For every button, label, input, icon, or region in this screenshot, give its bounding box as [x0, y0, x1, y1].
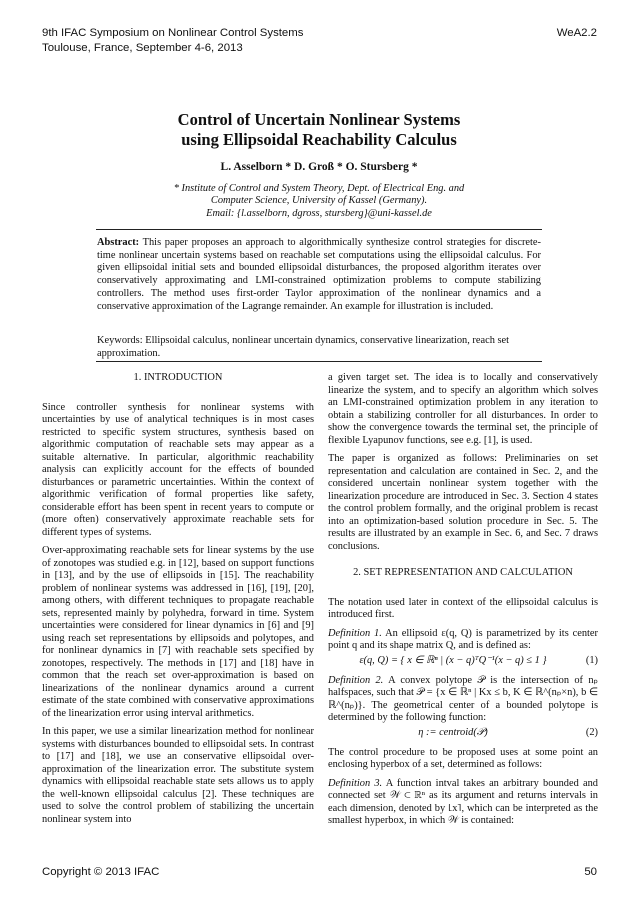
keywords: [97, 335, 541, 360]
author-list: L. Asselborn * D. Groß * O. Stursberg *: [220, 161, 418, 173]
section-heading-introduction: 1. INTRODUCTION: [133, 372, 223, 383]
equation-1: [328, 655, 598, 672]
definition-label: Definition 3.: [328, 777, 383, 789]
body-paragraph: The control procedure to be proposed uses at some point an enclosing hyperbox of a set, determined as follows:: [328, 746, 598, 770]
title-line-2: using Ellipsoidal Reachability Calculus: [181, 130, 457, 149]
definition-label: Definition 1.: [328, 627, 382, 639]
body-paragraph: The paper is organized as follows: Preliminaries on set representation and calculation are contained in Sec. 2, and the considered uncertain nonlinear system together with the linearization procedure are introduced in Sec. 3. Section 4 states the control problem formally, and the original problem is recast into an optimization-based solution procedure in Sec. 5. The results are illustrated by an example in Sec. 6, and Sec. 7 draws conclusions.: [328, 453, 598, 552]
session-code: WeA2.2: [556, 27, 597, 39]
definition-2: [328, 675, 598, 725]
left-column: [42, 372, 314, 832]
definition-label: Definition 2.: [328, 674, 384, 686]
page-number: 50: [584, 866, 597, 878]
body-paragraph: The notation used later in context of the ellipsoidal calculus is introduced first.: [328, 596, 598, 620]
abstract-label: Abstract:: [97, 237, 140, 248]
equation-body: η := centroid(𝒫): [418, 726, 488, 738]
conference-location: Toulouse, France, September 4-6, 2013: [42, 41, 243, 54]
equation-2: [328, 727, 598, 744]
abstract-top-rule: [96, 229, 542, 230]
title-line-1: Control of Uncertain Nonlinear Systems: [177, 110, 461, 129]
abstract: [97, 237, 541, 313]
abstract-text: This paper proposes an approach to algorithmically synthesize control strategies for discrete-time nonlinear uncertain systems based on reachable set computations using the ellipsoidal calculus. For given ellipsoidal initial sets and bounded ellipsoidal disturbances, the proposed algorithm iterates over conservatively approximating and LMI-constrained optimization problems to compute stabilizing controllers. The method uses first-order Taylor approximation of the nonlinear dynamics and a conservative approximation of the Lagrange remainder. An example for illustration is included.: [97, 237, 541, 312]
copyright-notice: Copyright © 2013 IFAC: [42, 866, 160, 878]
definition-3: [328, 778, 598, 828]
equation-number: (2): [585, 726, 598, 738]
keywords-text: Ellipsoidal calculus, nonlinear uncertain dynamics, conservative linearization, reach set approximation.: [97, 335, 510, 359]
affiliation: [0, 183, 638, 220]
abstract-bottom-rule: [96, 361, 542, 362]
conference-name: 9th IFAC Symposium on Nonlinear Control Systems: [42, 27, 304, 39]
body-paragraph: In this paper, we use a similar linearization method for nonlinear systems with disturbances bounded to ellipsoidal sets. In contrast to [17] and [18], we use an conservative ellipsoidal over-approximation of the linearization error. The substitute system dynamics with ellipsoidal reachable state sets allows us to apply the well-known ellipsoidal calculus [2]. These techniques are used to solve the control problem of stabilizing the uncertain nonlinear system into: [42, 726, 314, 825]
running-header-left: [42, 26, 303, 55]
right-column: [328, 372, 598, 834]
paper-title: [0, 110, 638, 150]
body-paragraph: Since controller synthesis for nonlinear systems with uncertainties by use of analytical techniques is in most cases restricted to specific system structures, synthesis based on algorithmic computation of reachable sets may appear as a suitable alternative. In particular, algorithmic reachability analysis can explicitly account for the effects of bounded disturbances or parametric uncertainties. Within the context of algorithmic verification of formal properties like safety, considerable effort has been spent in recent years to compute or (more often) conservatively approximate reachable sets for different types of systems.: [42, 401, 314, 538]
body-paragraph: a given target set. The idea is to locally and conservatively linearize the system, and to specify an algorithm which solves an LMI-constrained optimization problem in any iteration to obtain a stabilizing controller for all disturbances. In order to show the convergence towards the terminal set, the principle of flexible Lyapunov functions, see e.g. [1], is used.: [328, 372, 598, 446]
keywords-label: Keywords:: [97, 335, 143, 346]
affiliation-email: Email: {l.asselborn, dgross, stursberg}@uni-kassel.de: [206, 207, 432, 219]
body-paragraph: Over-approximating reachable sets for linear systems by the use of zonotopes was studied e.g. in [12], based on support functions in [13], and by the use of ellipsoids in [15]. The reachability problem of nonlinear systems was addressed in [16], [19], [20], among others, with different techniques to propagate reachable sets, represented mainly by polyhedra, forward in time. System uncertainties were considered for linear dynamics in [6] and [9] using reach set representations by ellipsoids and polytopes, and for nonlinear dynamics in [7] with reachable sets specified by zonotopes, respectively. The methods in [17] and [18] have in common that the reach set over-approximation is based on linearizations of the nonlinear dynamics around a current estimate of the state combined with conservative approximations of the linearization error using interval arithmetics.: [42, 545, 314, 719]
definition-text: A function intval takes an arbitrary bounded and connected set 𝒲 ⊂ ℝⁿ as its argument and returns intervals in each dimension, denoted by ⌊x⌉, which can be interpreted as the smallest hyperbox, in which 𝒲 is contained:: [328, 777, 598, 826]
affiliation-line-1: * Institute of Control and System Theory, Dept. of Electrical Eng. and: [173, 183, 465, 194]
equation-body: ε(q, Q) = { x ∈ ℝⁿ | (x − q)ᵀQ⁻¹(x − q) ≤ 1 }: [359, 654, 547, 666]
definition-text: An ellipsoid ε(q, Q) is parametrized by its center point q and its shape matrix Q, and is defined as:: [328, 627, 598, 651]
equation-number: (1): [585, 654, 598, 666]
section-heading-set-representation: 2. SET REPRESENTATION AND CALCULATION: [353, 567, 573, 578]
affiliation-line-2: Computer Science, University of Kassel (Germany).: [210, 195, 428, 207]
definition-text: A convex polytope 𝒫 is the intersection of nₚ halfspaces, such that 𝒫 = {x ∈ ℝⁿ | Kx ≤ b, K ∈ ℝ^(nₚ×n), b ∈ ℝ^(nₚ)}. The geometrical center of a bounded polytope is determined by the following function:: [328, 674, 599, 723]
definition-1: [328, 628, 598, 653]
